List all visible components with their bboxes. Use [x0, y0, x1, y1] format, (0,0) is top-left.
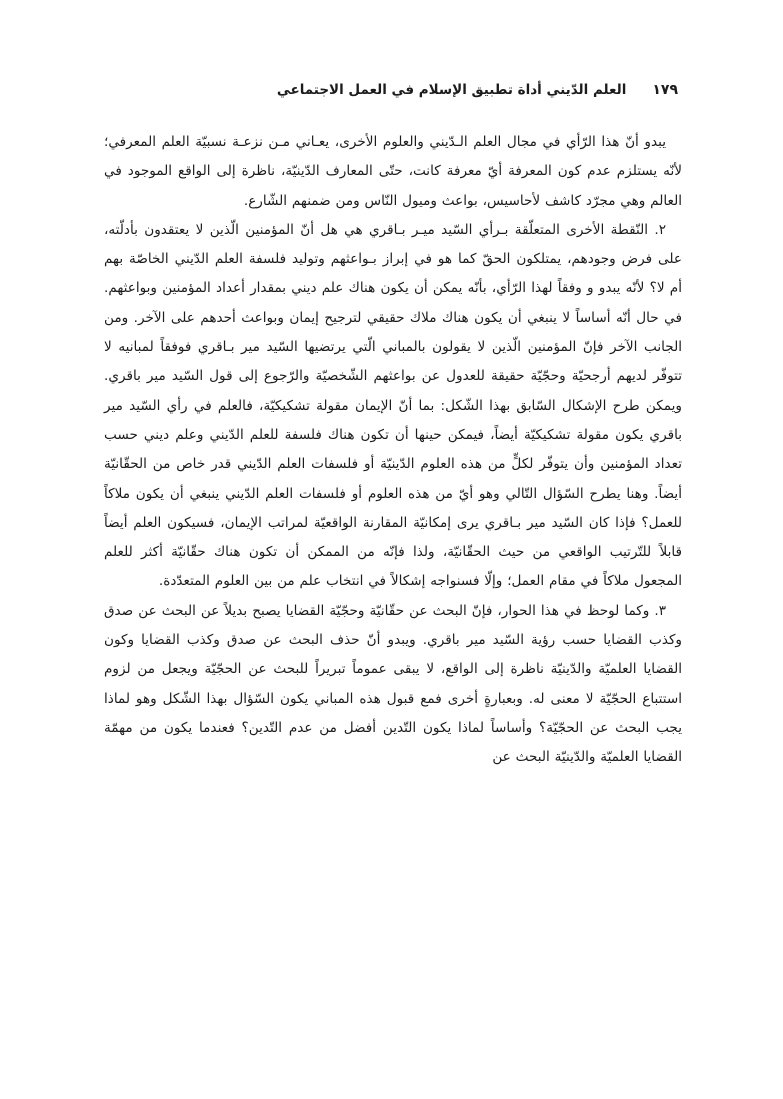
page-number: ١٧٩: [652, 82, 678, 98]
paragraph-2: ٢. النّقطة الأخرى المتعلّقة بـرأي السّيد ميـر بـاقري هي هل أنّ المؤمنين الّذين لا يعتقدون بأدلّته، على فرض وجودهم، يمتلكون الحقّ كما هو في إبراز بـواعثهم وتوليد فلسفة العلم الدّيني الخاصّة بهم أم لا؟ لأنّه يبدو و وفقاً لهذا الرّأي، بأنّه يمكن أن يكون هناك علم ديني بمقدار أعداد المؤمنين وبواعثهم. في حال أنّه أساساً لا ينبغي أن يكون هناك ملاك حقيقي لترجيح إيمان وبواعث أحدهم على الآخر. ومن الجانب الآخر فإنّ المؤمنين الّذين لا يقولون بالمباني الّتي يرتضيها السّيد مير بـاقري فوفقاً لمبانيه لا تتوفّر لديهم أرجحيّة وحجّيّة حقيقة للعدول عن بواعثهم الشّخصيّة والرّجوع إلى قول السّيد مير باقري. ويمكن طرح الإشكال السّابق بهذا الشّكل: بما أنّ الإيمان مقولة تشكيكيّة، فالعلم في رأي السّيد مير باقري يكون مقولة تشكيكيّة أيضاً، فيمكن حينها أن تكون هناك فلسفة للعلم الدّيني وعلم ديني حسب تعداد المؤمنين وأن يتوفّر لكلٍّ من هذه العلوم الدّينيّة أو فلسفات العلم الدّيني قدر خاص من الحقّانيّة أيضاً. وهنا يطرح السّؤال التّالي وهو أيّ من هذه العلوم أو فلسفات العلم الدّيني ينبغي أن يكون ملاكاً للعمل؟ فإذا كان السّيد مير بـاقري يرى إمكانيّة المقارنة الواقعيّة لمراتب الإيمان، فسيكون العلم أيضاً قابلاً للتّرتيب الواقعي من حيث الحقّانيّة، ولذا فإنّه من الممكن أن تكون هناك حقّانيّة أكثر للعلم المجعول ملاكاً في مقام العمل؛ وإلّا فسنواجه إشكالاً في انتخاب علم من بين العلوم المتعدّدة.: [104, 221, 682, 590]
body-text: [104, 128, 682, 773]
running-title: العلم الدّيني أداة تطبيق الإسلام في العمل الاجتماعي: [276, 82, 627, 98]
paragraph-1: يبدو أنّ هذا الرّأي في مجال العلم الـدّيني والعلوم الأخرى، يعـاني مـن نزعـة نسبيّة العلم المعرفي؛ لأنّه يستلزم عدم كون المعرفة أيّ معرفة كانت، حتّى المعارف الدّينيّة، ناظرة إلى الواقع الموجود في العالم وهي مجرّد كاشف لأحاسيس، بواعث وميول النّاس ومن ضمنهم الشّارع.: [104, 134, 682, 209]
running-header: [118, 82, 678, 108]
paragraph-3: ٣. وكما لوحظ في هذا الحوار، فإنّ البحث عن حقّانيّة وحجّيّة القضايا يصبح بديلاً عن البحث عن صدق وكذب القضايا حسب رؤية السّيد مير باقري. ويبدو أنّ حذف البحث عن صدق وكذب القضايا وكون القضايا العلميّة والدّينيّة ناظرة إلى الواقع، لا يبقى عموماً تبريراً للبحث عن الحجّيّة ويجعل من لزوم استتباع الحجّيّة لا معنى له. وبعبارةٍ أخرى فمع قبول هذه المباني يكون السّؤال بهذا الشّكل وهو لماذا يجب البحث عن الحجّيّة؟ وأساساً لماذا يكون التّدين أفضل من عدم التّدين؟ فعندما يكون من مهمّة القضايا العلميّة والدّينيّة البحث عن: [104, 602, 682, 766]
